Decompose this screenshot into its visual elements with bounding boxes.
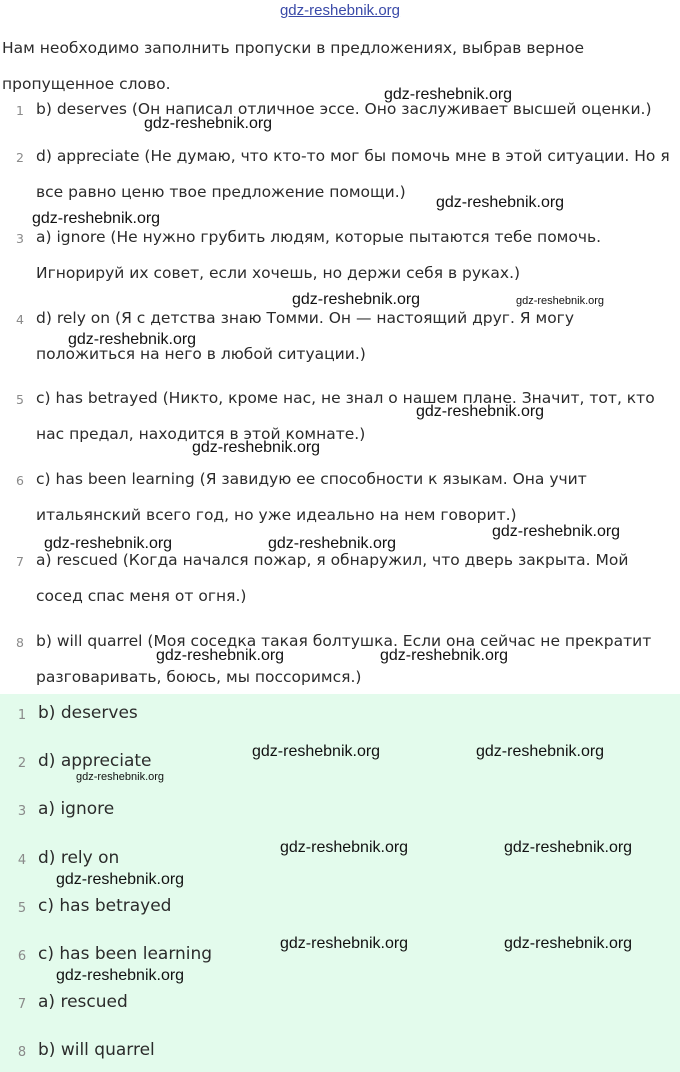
answer-number: 5 (17, 901, 27, 916)
item-text: c) has betrayed (Никто, кроме нас, не знал о нашем плане. Значит, тот, кто нас предал, находится в этой комнате.) (36, 389, 655, 443)
answer-number: 3 (17, 804, 27, 819)
watermark: gdz-reshebnik.org (516, 295, 605, 307)
watermark: gdz-reshebnik.org (280, 839, 409, 856)
item-number: 1 (16, 103, 24, 118)
watermark: gdz-reshebnik.org (436, 194, 565, 211)
item-number: 7 (16, 554, 24, 569)
answer-text: d) rely on (38, 848, 120, 868)
item-number: 5 (16, 392, 24, 407)
item-text: c) has been learning (Я завидую ее способности к языкам. Она учит итальянский всего год, но уже идеально на нем говорит.) (36, 470, 587, 524)
answer-text: c) has been learning (38, 944, 213, 964)
item-text: a) ignore (Не нужно грубить людям, которые пытаются тебе помочь. Игнорируй их совет, если хочешь, но держи себя в руках.) (36, 228, 602, 282)
item-text: b) will quarrel (Моя соседка такая болтушка. Если она сейчас не прекратит разговаривать, боюсь, мы поссоримся.) (36, 632, 652, 686)
answer-text: a) ignore (38, 799, 115, 819)
answer-number: 7 (17, 997, 27, 1012)
item-text: d) appreciate (Не думаю, что кто-то мог бы помочь мне в этой ситуации. Но я все равно ценю твое предложение помощи.) (36, 147, 670, 201)
answer-number: 1 (17, 708, 27, 723)
answer-number: 6 (17, 949, 27, 964)
item-number: 2 (16, 150, 24, 165)
answer-number: 8 (17, 1045, 27, 1060)
watermark: gdz-reshebnik.org (380, 647, 509, 664)
item-text: a) rescued (Когда начался пожар, я обнаружил, что дверь закрыта. Мой сосед спас меня от огня.) (36, 551, 629, 605)
watermark: gdz-reshebnik.org (280, 935, 409, 952)
watermark: gdz-reshebnik.org (144, 115, 273, 132)
answer-text: b) deserves (38, 703, 138, 723)
site-header-link[interactable]: gdz-reshebnik.org (279, 2, 401, 19)
watermark: gdz-reshebnik.org (476, 743, 605, 760)
item-text: b) deserves (Он написал отличное эссе. Оно заслуживает высшей оценки.) (36, 100, 652, 118)
watermark: gdz-reshebnik.org (504, 935, 633, 952)
watermark: gdz-reshebnik.org (268, 535, 397, 552)
watermark: gdz-reshebnik.org (156, 647, 285, 664)
answer-number: 2 (17, 756, 27, 771)
watermark: gdz-reshebnik.org (416, 403, 545, 420)
watermark: gdz-reshebnik.org (68, 331, 197, 348)
watermark: gdz-reshebnik.org (252, 743, 381, 760)
watermark: gdz-reshebnik.org (76, 771, 165, 783)
watermark: gdz-reshebnik.org (492, 523, 621, 540)
watermark: gdz-reshebnik.org (292, 291, 421, 308)
answer-number: 4 (17, 853, 27, 868)
watermark: gdz-reshebnik.org (32, 210, 161, 227)
watermark: gdz-reshebnik.org (192, 439, 321, 456)
item-text: d) rely on (Я с детства знаю Томми. Он — настоящий друг. Я могу положиться на него в любой ситуации.) (36, 309, 574, 363)
item-number: 8 (16, 635, 24, 650)
watermark: gdz-reshebnik.org (504, 839, 633, 856)
answer-text: a) rescued (38, 992, 128, 1012)
item-number: 6 (16, 473, 24, 488)
item-number: 4 (16, 312, 24, 327)
watermark: gdz-reshebnik.org (56, 967, 185, 984)
answer-text: b) will quarrel (38, 1040, 155, 1060)
item-number: 3 (16, 231, 24, 246)
watermark: gdz-reshebnik.org (384, 86, 513, 103)
task-instruction: Нам необходимо заполнить пропуски в предложениях, выбрав верное пропущенное слово. (2, 39, 584, 93)
watermark: gdz-reshebnik.org (56, 871, 185, 888)
answer-text: d) appreciate (38, 751, 152, 771)
watermark: gdz-reshebnik.org (44, 535, 173, 552)
answer-text: c) has betrayed (38, 896, 172, 916)
